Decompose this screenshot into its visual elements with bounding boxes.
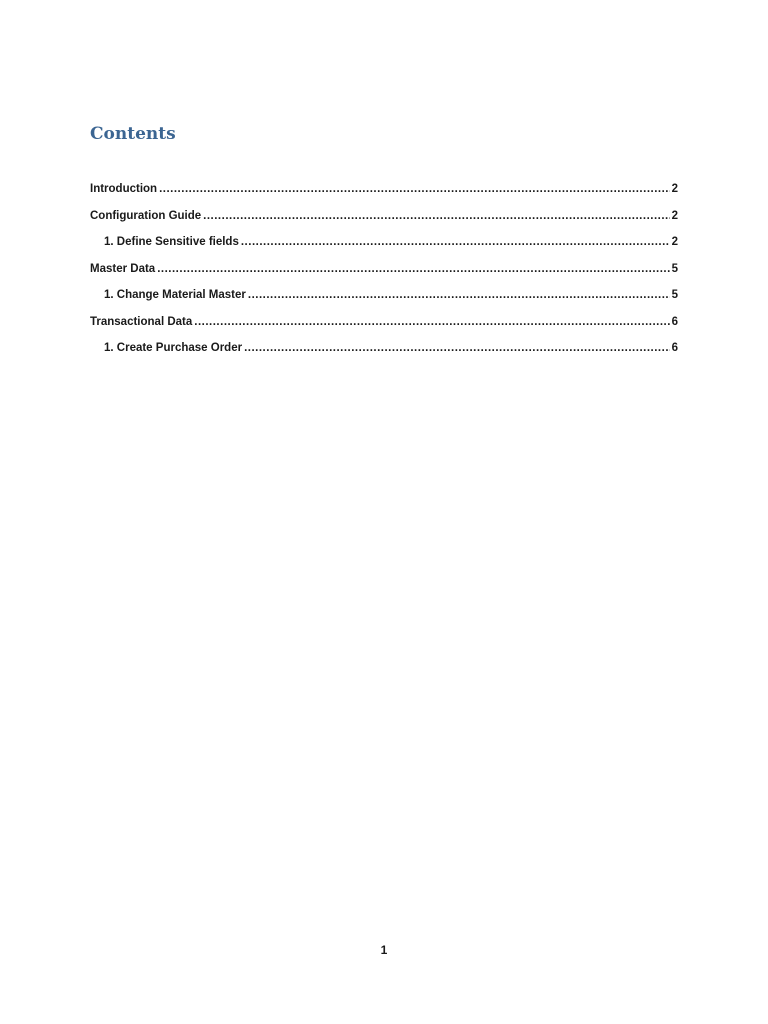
page-title: Contents <box>90 124 176 144</box>
toc-entry-label: 1. Define Sensitive fields <box>104 236 239 248</box>
toc-entry-page: 5 <box>671 262 678 275</box>
toc-dot-leader <box>248 286 670 304</box>
toc-dot-leader <box>203 207 669 225</box>
page-number: 1 <box>380 943 388 957</box>
toc-entry-page: 6 <box>671 315 678 328</box>
toc-entry-create-purchase-order[interactable] <box>90 339 678 366</box>
toc-entry-page: 5 <box>671 289 678 301</box>
toc-dot-leader <box>194 313 669 331</box>
toc-entry-label: Configuration Guide <box>90 209 202 222</box>
toc-entry-label: 1. Create Purchase Order <box>104 342 243 354</box>
toc-entry-transactional-data[interactable] <box>90 313 678 340</box>
toc-dot-leader <box>244 339 670 357</box>
toc-entry-label: 1. Change Material Master <box>104 289 246 301</box>
toc-entry-page: 2 <box>671 209 678 222</box>
toc-dot-leader <box>159 180 670 198</box>
table-of-contents <box>90 180 678 366</box>
toc-entry-label: Introduction <box>90 183 158 195</box>
toc-entry-page: 6 <box>671 342 678 354</box>
toc-entry-configuration-guide[interactable] <box>90 207 678 234</box>
toc-entry-page: 2 <box>671 236 678 248</box>
toc-entry-change-material-master[interactable] <box>90 286 678 313</box>
toc-entry-introduction[interactable] <box>90 180 678 207</box>
toc-dot-leader <box>157 260 669 278</box>
toc-entry-page: 2 <box>671 183 678 195</box>
toc-entry-label: Master Data <box>90 262 156 275</box>
toc-dot-leader <box>241 233 670 251</box>
toc-entry-define-sensitive-fields[interactable] <box>90 233 678 260</box>
toc-entry-master-data[interactable] <box>90 260 678 287</box>
toc-entry-label: Transactional Data <box>90 315 193 328</box>
